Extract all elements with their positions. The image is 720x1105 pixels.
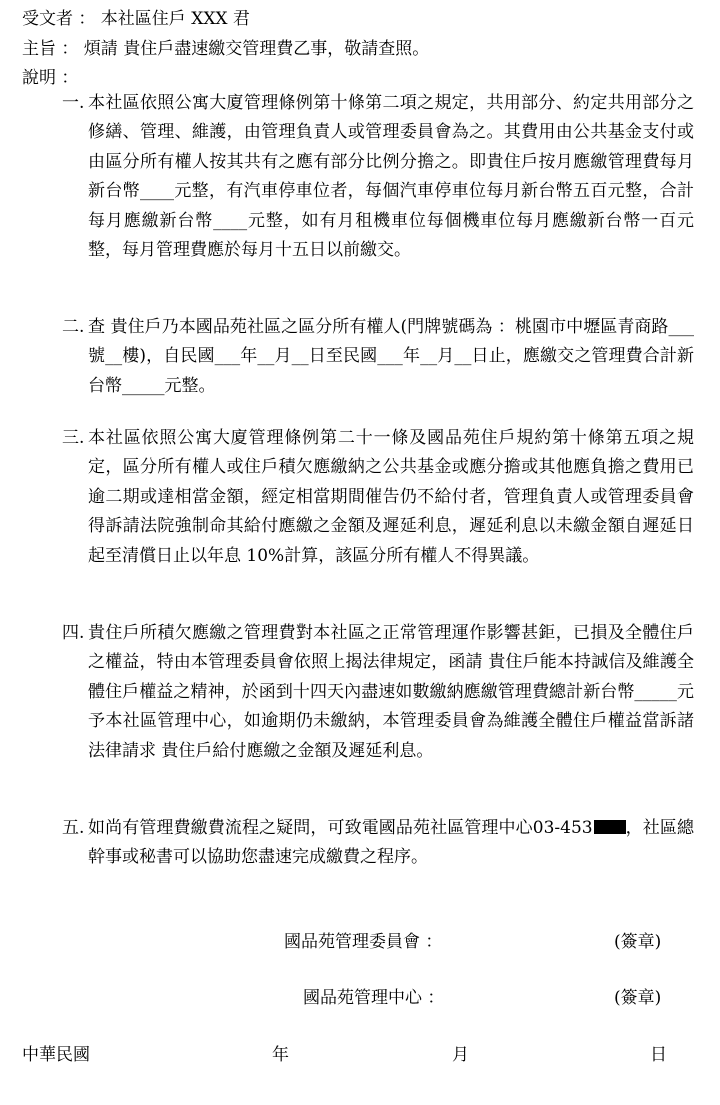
- clause-number: 三.: [62, 428, 85, 448]
- date-month: 月: [452, 1045, 469, 1065]
- committee-signature-label: 國品苑管理委員會 ：: [284, 932, 443, 952]
- clause-text: 貴住戶所積欠應繳之管理費對本社區之正常管理運作影響甚鉅，已損及全體住戶之權益，特由本管理委員會依照上揭法律規定，函請 貴住戶能本持誠信及維護全體住戶權益之精神，於函到十四天內盡速如數繳納應繳管理費總計新台幣_____元予本社區管理中心，如逾期仍未繳納，本管理委員會為維護全體住戶權益當訴諸法律請求 貴住戶給付應繳之金額及遲延利息。: [88, 623, 694, 761]
- date-era: 中華民國: [22, 1045, 90, 1065]
- clause-number: 二.: [62, 317, 85, 337]
- clause-text: 本社區依照公寓大廈管理條例第十條第二項之規定，共用部分、約定共用部分之修繕、管理、維護，由管理負責人或管理委員會為之。其費用由公共基金支付或由區分所有權人按其共有之應有部分比例分擔之。即貴住戶按月應繳管理費每月新台幣____元整，有汽車停車位者，每個汽車停車位每月新台幣五百元整，合計每月應繳新台幣____元整，如有月租機車位每個機車位每月應繳新台幣一百元整，每月管理費應於每月十五日以前繳交。: [88, 93, 694, 261]
- redaction-block: [594, 820, 626, 834]
- recipient-line: 受文者 ： 本社區住戶 XXX 君: [22, 9, 250, 29]
- clause-2: [62, 313, 694, 401]
- clause-number: 四.: [62, 623, 85, 643]
- clause-1: [62, 89, 694, 265]
- date-year: 年: [272, 1045, 289, 1065]
- committee-seal-placeholder: (簽章): [614, 932, 662, 952]
- clause-5: [62, 814, 694, 873]
- clause-text-after-phone: ，社區總幹事或秘書可以協助您盡速完成繳費之程序。: [88, 818, 695, 868]
- clause-number: 五.: [62, 818, 85, 838]
- management-center-signature-label: 國品苑管理中心 ：: [303, 988, 445, 1008]
- management-center-seal-placeholder: (簽章): [614, 988, 662, 1008]
- clause-text-before-phone: 如尚有管理費繳費流程之疑問，可致電國品苑社區管理中心03-453: [88, 818, 593, 838]
- explanation-label: 說明 ：: [22, 68, 79, 88]
- clause-4: [62, 619, 694, 766]
- clause-3: [62, 424, 694, 571]
- clause-text: 本社區依照公寓大廈管理條例第二十一條及國品苑住戶規約第十條第五項之規定，區分所有權人或住戶積欠應繳納之公共基金或應分擔或其他應負擔之費用已逾二期或達相當金額，經定相當期間催告仍不給付者，管理負責人或管理委員會得訴請法院強制命其給付應繳之金額及遲延利息，遲延利息以未繳金額自遲延日起至清償日止以年息 10%計算，該區分所有權人不得異議。: [88, 428, 694, 566]
- clause-text: 查 貴住戶乃本國品苑社區之區分所有權人(門牌號碼為 ：桃園市中壢區青商路___號__樓)，自民國___年__月__日至民國___年__月__日止，應繳交之管理費合計新台幣_____元整。: [88, 317, 694, 396]
- clause-number: 一.: [62, 93, 85, 113]
- subject-line: 主旨 ： 煩請 貴住戶盡速繳交管理費乙事，敬請查照。: [22, 39, 430, 59]
- clause-text: [88, 814, 694, 873]
- date-day: 日: [650, 1045, 667, 1065]
